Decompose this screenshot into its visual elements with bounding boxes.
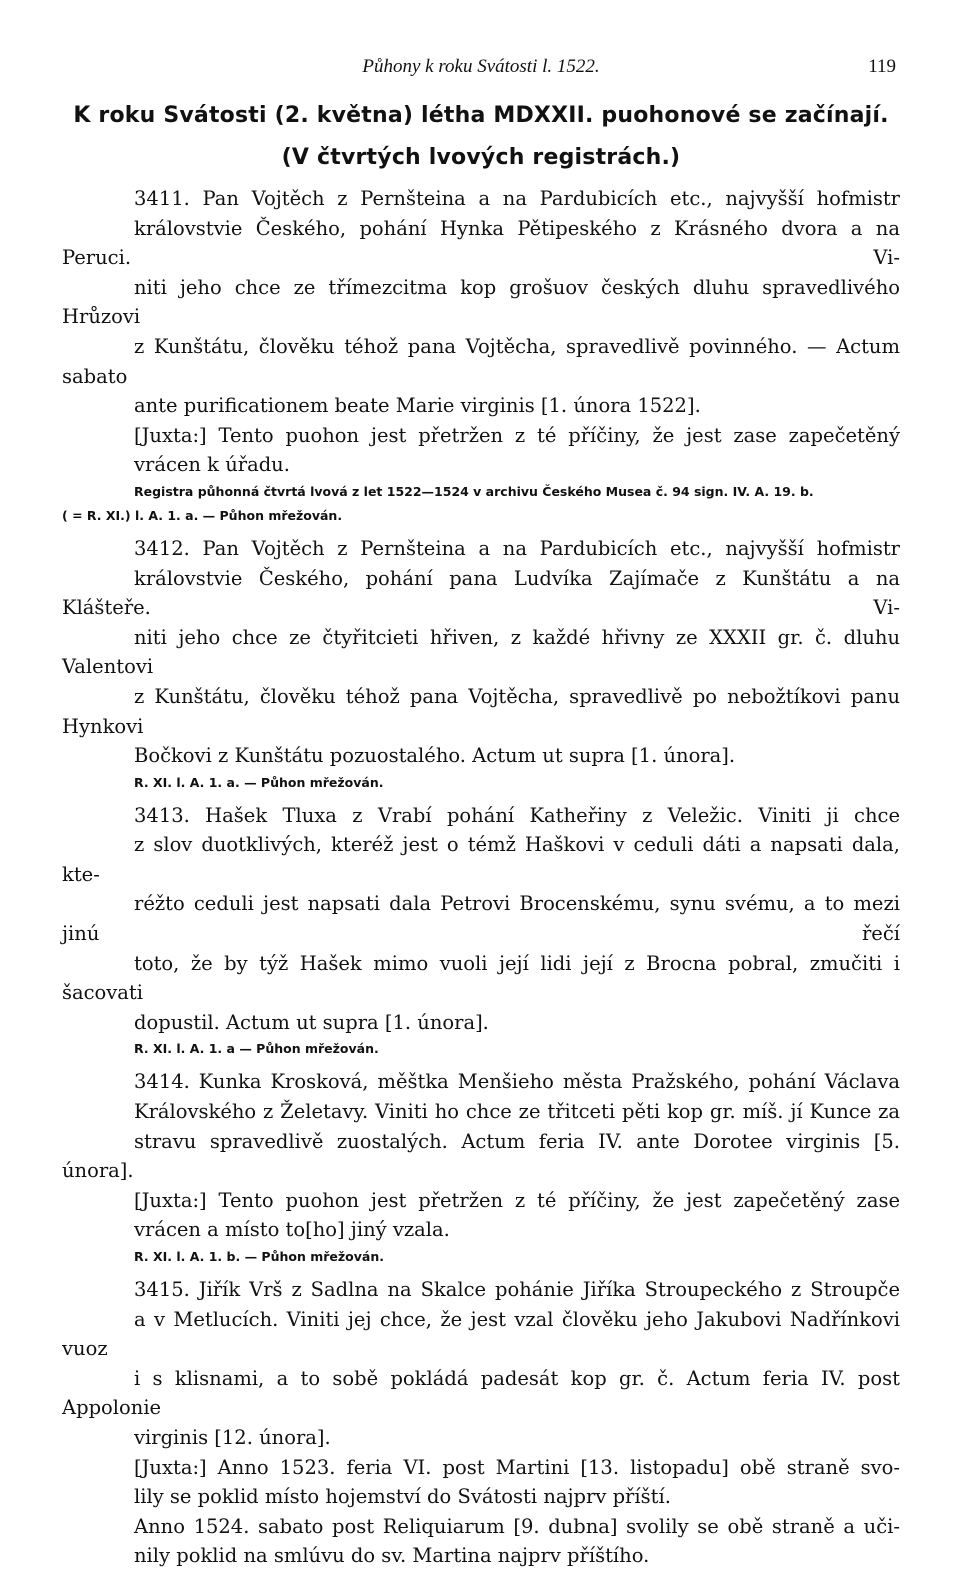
archive-reference: R. XI. l. A. 1. a. — Půhon mřežován. — [134, 774, 384, 790]
archive-reference — [62, 480, 900, 528]
entry-text — [62, 801, 900, 1038]
text-line: [Juxta:] Tento puohon jest přetržen z té příčiny, že jest zase zapečetěný — [134, 423, 900, 447]
text-line: ante purificationem beate Marie virginis [1. února 1522]. — [134, 394, 701, 418]
text-line: královstvie Českého, pohání Hynka Pětipeského z Krásného dvora a na Peruci. Vi- — [62, 216, 900, 270]
juxta-note — [62, 421, 900, 480]
text-line: lily se poklid místo hojemství do Svátosti najprv příští. — [134, 1485, 671, 1509]
entry-text — [62, 1275, 900, 1453]
text-line: Královského z Želetavy. Viniti ho chce ze třitceti pěti kop gr. míš. jí Kunce za — [134, 1100, 900, 1124]
text-line: 3412. Pan Vojtěch z Pernšteina a na Pardubicích etc., najvyšší hofmistr — [134, 536, 900, 560]
text-line: niti jeho chce ze čtyřitcieti hřiven, z každé hřivny ze XXXII gr. č. dluhu Valentovi — [62, 625, 900, 679]
text-line: z Kunštátu, člověku téhož pana Vojtěcha, spravedlivě po nebožtíkovi panu Hynkovi — [62, 684, 900, 738]
section-heading: K roku Svátosti (2. května) létha MDXXII. puohonové se začínají. — [73, 103, 889, 128]
text-line: [Juxta:] Tento puohon jest přetržen z té příčiny, že jest zapečetěný zase — [134, 1188, 900, 1212]
juxta-note — [62, 1186, 900, 1245]
text-line: královstvie Českého, pohání pana Ludvíka Zajímače z Kunštátu a na Klášteře. Vi- — [62, 566, 900, 620]
text-line: z Kunštátu, člověku téhož pana Vojtěcha, spravedlivě povinného. — Actum sabato — [62, 334, 900, 388]
entry-3411 — [62, 184, 900, 528]
text-line: [Juxta:] Anno 1523. feria VI. post Martini [13. listopadu] obě straně svo- — [134, 1455, 900, 1479]
juxta-note — [62, 1453, 900, 1512]
entry-text — [62, 1067, 900, 1185]
archive-reference: R. XI. l. A. 1. a — Půhon mřežován. — [134, 1041, 379, 1057]
section-subheading: (V čtvrtých lvových registrách.) — [281, 145, 681, 170]
text-line: virginis [12. února]. — [134, 1425, 331, 1449]
text-line: réžto ceduli jest napsati dala Petrovi Brocenskému, synu svému, a to mezi jinú řečí — [62, 892, 900, 946]
text-line: Bočkovi z Kunštátu pozuostalého. Actum ut supra [1. února]. — [134, 744, 736, 768]
text-line: z slov duotklivých, kteréž jest o témž Haškovi v ceduli dáti a napsati dala, kte- — [62, 833, 900, 886]
text-line: nily poklid na smlúvu do sv. Martina najprv příštího. — [134, 1544, 650, 1568]
running-head — [62, 56, 900, 86]
text-line: vrácen k úřadu. — [134, 453, 290, 477]
text-line: 3413. Hašek Tluxa z Vrabí pohání Katheřiny z Veležic. Viniti ji chce — [134, 803, 900, 827]
text-line: a v Metlucích. Viniti jej chce, že jest vzal člověku jeho Jakubovi Nadřínkovi vuoz — [62, 1307, 900, 1361]
text-line: stravu spravedlivě zuostalých. Actum feria IV. ante Dorotee virginis [5. února]. — [62, 1129, 900, 1183]
page-number: 119 — [868, 56, 896, 77]
text-line: 3415. Jiřík Vrš z Sadlna na Skalce pohánie Jiříka Stroupeckého z Stroupče — [134, 1278, 900, 1301]
running-head-title: Půhony k roku Svátosti l. 1522. — [362, 56, 600, 77]
reference-line: ( = R. XI.) l. A. 1. a. — Půhon mřežován. — [62, 507, 343, 523]
text-line: 3411. Pan Vojtěch z Pernšteina a na Pardubicích etc., najvyšší hofmistr — [134, 187, 900, 210]
entry-3413 — [62, 801, 900, 1062]
entry-3415 — [62, 1275, 900, 1571]
text-line: 3414. Kunka Krosková, měštka Menšieho města Pražského, pohání Václava — [134, 1070, 900, 1094]
text-line: dopustil. Actum ut supra [1. února]. — [134, 1010, 489, 1034]
text-line: i s klisnami, a to sobě pokládá padesát kop gr. č. Actum feria IV. post Appolonie — [62, 1366, 900, 1420]
entry-3412 — [62, 534, 900, 795]
text-line: vrácen a místo to[ho] jiný vzala. — [134, 1218, 450, 1242]
juxta-note-continued — [62, 1512, 900, 1571]
reference-line: Registra půhonná čtvrtá lvová z let 1522—1524 v archivu Českého Musea č. 94 sign. IV. A. 19. b. — [134, 483, 814, 499]
entry-3414 — [62, 1067, 900, 1269]
archive-reference: R. XI. l. A. 1. b. — Půhon mřežován. — [134, 1249, 384, 1264]
text-line: Anno 1524. sabato post Reliquiarum [9. dubna] svolily se obě straně a uči- — [134, 1514, 900, 1538]
text-line: niti jeho chce ze třímezcitma kop grošuov českých dluhu spravedlivého Hrůzovi — [62, 275, 900, 329]
text-line: toto, že by týž Hašek mimo vuoli její lidi její z Brocna pobral, zmučiti i šacovati — [62, 951, 900, 1005]
entry-text — [62, 534, 900, 771]
entry-text — [62, 184, 900, 421]
